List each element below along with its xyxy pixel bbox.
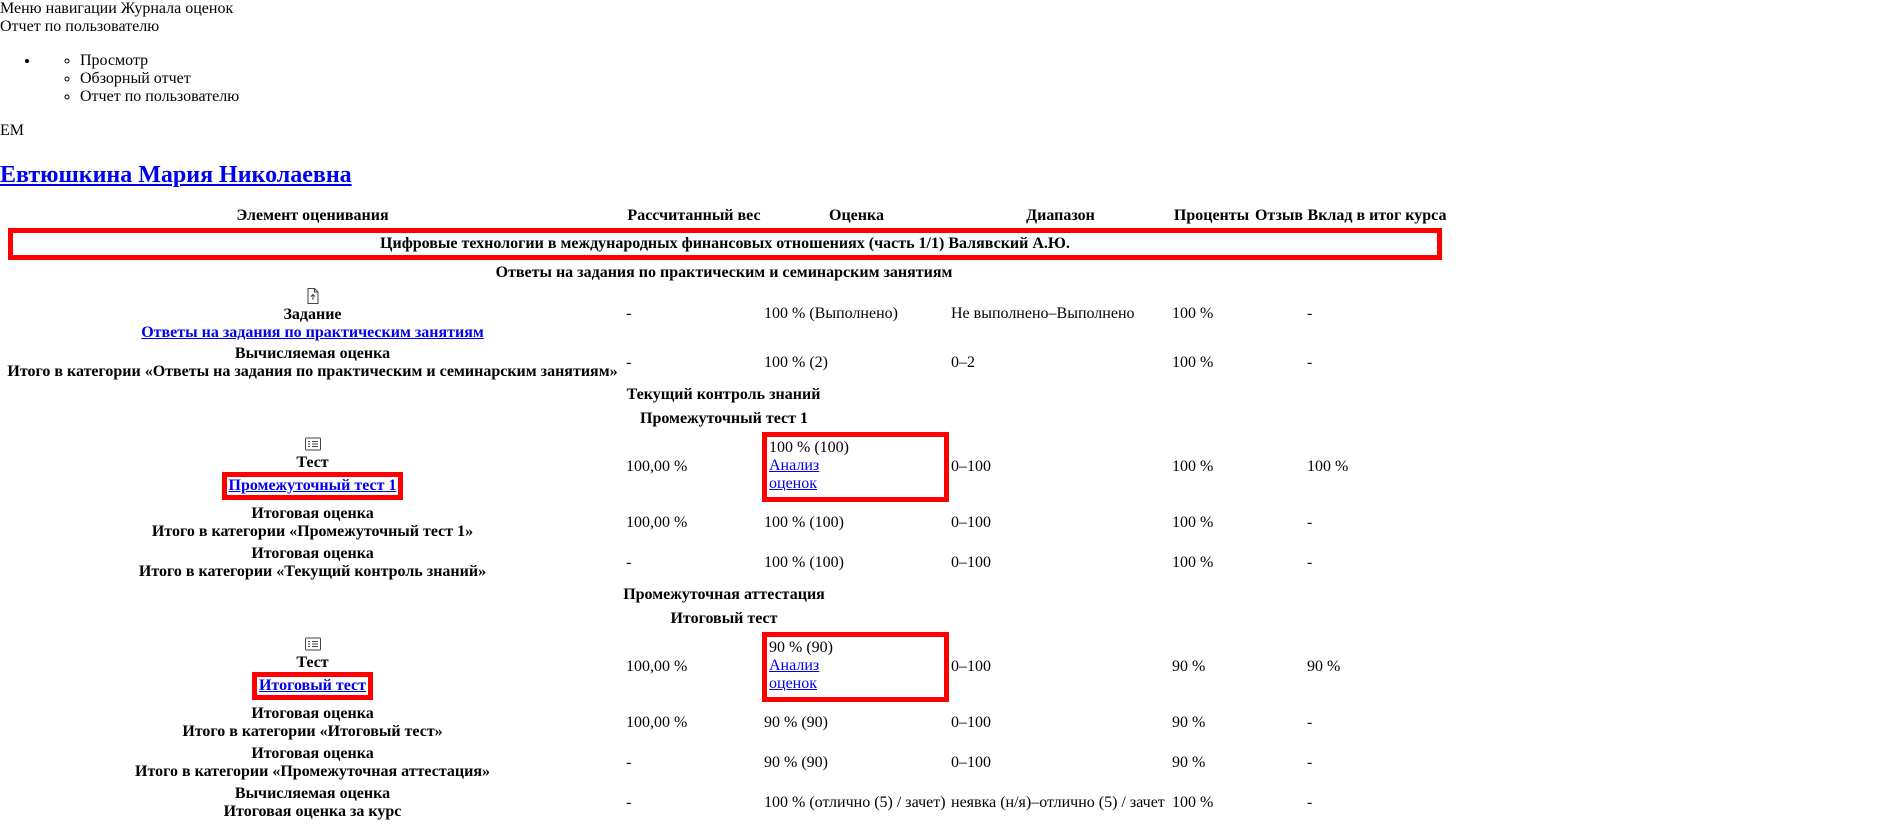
category-intermediate-test-1: Промежуточный тест 1: [640, 410, 808, 427]
header-range: Диапазон: [1026, 207, 1095, 224]
item-type-label: Итоговая оценка: [251, 705, 374, 722]
grade-analysis-link[interactable]: Анализ оценок: [769, 457, 820, 492]
table-row-assignment: [0, 285, 1448, 343]
table-row-course-total: [0, 783, 1448, 823]
contribution-cell: -: [1307, 754, 1313, 771]
grade-value: 100 % (100): [769, 439, 849, 456]
contribution-cell: -: [1307, 354, 1313, 371]
percentage-cell: 90 %: [1172, 714, 1206, 731]
category-total-label: Итого в категории «Промежуточный тест 1»: [151, 523, 474, 540]
contribution-cell: -: [1307, 514, 1313, 531]
quiz-icon: [304, 635, 322, 653]
range-cell: 0–100: [951, 514, 991, 531]
item-type-label: Задание: [283, 305, 342, 323]
course-name: Цифровые технологии в международных финансовых отношениях (часть 1/1) Валявский А.Ю.: [8, 228, 1442, 260]
table-row-quiz: [0, 431, 1448, 503]
grade-box: [762, 632, 949, 702]
contribution-cell: 90 %: [1307, 658, 1341, 675]
category-total-label: Итого в категории «Ответы на задания по практическим и семинарским занятиям»: [7, 363, 618, 380]
quiz-link[interactable]: Промежуточный тест 1: [228, 476, 397, 494]
nav-item-user-report[interactable]: ◦ Отчет по пользователю: [80, 88, 1880, 106]
user-name-link[interactable]: Евтюшкина Мария Николаевна: [0, 162, 352, 188]
quiz-link[interactable]: Итоговый тест: [258, 676, 367, 694]
feedback-cell: [1252, 431, 1306, 503]
current-report-label: Отчет по пользователю: [0, 18, 160, 35]
weight-cell: 100,00 %: [626, 458, 688, 475]
feedback-cell: [1252, 543, 1306, 583]
table-row-category-total: [0, 343, 1448, 383]
table-row-category-total: [0, 543, 1448, 583]
percentage-cell: 100 %: [1172, 514, 1214, 531]
item-type-label: Тест: [296, 453, 329, 471]
range-cell: 0–100: [951, 458, 991, 475]
item-type-label: Итоговая оценка: [251, 545, 374, 562]
header-percentage: Проценты: [1173, 207, 1250, 224]
table-row-category-total: [0, 743, 1448, 783]
table-header-row: [0, 205, 1448, 227]
feedback-cell: [1252, 743, 1306, 783]
nav-item-overview-report[interactable]: ◦ Обзорный отчет: [80, 70, 1880, 88]
category-row: [0, 383, 1448, 407]
grade-cell: 100 % (100): [764, 554, 844, 571]
feedback-cell: [1252, 343, 1306, 383]
item-type-label: Вычисляемая оценка: [234, 345, 391, 362]
contribution-cell: 100 %: [1307, 458, 1349, 475]
header-contribution: Вклад в итог курса: [1307, 207, 1447, 224]
category-row: [0, 583, 1448, 607]
range-cell: неявка (н/я)–отлично (5) / зачет: [951, 794, 1165, 811]
weight-cell: -: [626, 305, 632, 322]
percentage-cell: 100 %: [1172, 794, 1214, 811]
assignment-upload-icon: [304, 287, 322, 305]
category-interim-attestation: Промежуточная аттестация: [623, 586, 825, 603]
table-row-category-total: [0, 503, 1448, 543]
weight-cell: -: [626, 754, 632, 771]
quiz-icon: [304, 435, 322, 453]
grade-cell: 100 % (отлично (5) / зачет): [764, 794, 946, 811]
header-grade-item: Элемент оценивания: [236, 207, 389, 224]
report-nav-group: [40, 52, 1880, 106]
header-grade: Оценка: [829, 207, 884, 224]
range-cell: 0–100: [951, 754, 991, 771]
contribution-cell: -: [1307, 554, 1313, 571]
nav-item-view[interactable]: ◦ • Просмотр: [80, 52, 1880, 70]
feedback-cell: [1252, 783, 1306, 823]
assignment-link[interactable]: Ответы на задания по практическим занятиям: [141, 323, 484, 341]
percentage-cell: 90 %: [1172, 754, 1206, 771]
percentage-cell: 100 %: [1172, 354, 1214, 371]
range-cell: Не выполнено–Выполнено: [951, 305, 1135, 322]
contribution-cell: -: [1307, 305, 1313, 322]
header-weight: Рассчитанный вес: [627, 207, 761, 224]
category-total-label: Итого в категории «Текущий контроль знаний»: [138, 563, 487, 580]
item-type-label: Тест: [296, 653, 329, 671]
header-feedback: Отзыв: [1254, 207, 1304, 224]
weight-cell: -: [626, 354, 632, 371]
item-type-label: Вычисляемая оценка: [234, 785, 391, 802]
user-name-heading: [0, 161, 1880, 189]
category-current-control: Текущий контроль знаний: [626, 386, 821, 403]
feedback-cell: [1252, 703, 1306, 743]
grade-box: [762, 432, 949, 502]
weight-cell: -: [626, 554, 632, 571]
category-row: [0, 407, 1448, 431]
grade-cell: 90 % (90): [764, 714, 828, 731]
weight-cell: -: [626, 794, 632, 811]
category-total-label: Итого в категории «Итоговый тест»: [182, 723, 443, 740]
feedback-cell: [1252, 285, 1306, 343]
course-row: [0, 227, 1448, 261]
user-grade-report-table: [0, 205, 1448, 823]
category-row: [0, 261, 1448, 285]
grade-cell: 100 % (Выполнено): [764, 305, 898, 322]
percentage-cell: 100 %: [1172, 554, 1214, 571]
table-row-quiz: [0, 631, 1448, 703]
course-total-label: Итоговая оценка за курс: [223, 803, 402, 820]
percentage-cell: 100 %: [1172, 305, 1214, 322]
item-type-label: Итоговая оценка: [251, 745, 374, 762]
grade-value: 90 % (90): [769, 639, 833, 656]
percentage-cell: 100 %: [1172, 458, 1214, 475]
category-row: [0, 607, 1448, 631]
report-nav-menu: [0, 52, 1880, 106]
category-total-label: Итого в категории «Промежуточная аттестация»: [135, 763, 490, 780]
range-cell: 0–2: [951, 354, 975, 371]
contribution-cell: -: [1307, 794, 1313, 811]
grade-cell: 90 % (90): [764, 754, 828, 771]
range-cell: 0–100: [951, 714, 991, 731]
table-row-category-total: [0, 703, 1448, 743]
percentage-cell: 90 %: [1172, 658, 1206, 675]
weight-cell: 100,00 %: [626, 658, 688, 675]
item-type-label: Итоговая оценка: [251, 505, 374, 522]
weight-cell: 100,00 %: [626, 514, 688, 531]
grade-cell: 100 % (100): [764, 514, 844, 531]
gradebook-menu-label[interactable]: Меню навигации Журнала оценок: [0, 0, 234, 17]
feedback-cell: [1252, 503, 1306, 543]
user-initials-avatar: ЕМ: [0, 122, 24, 139]
grade-analysis-link[interactable]: Анализ оценок: [769, 657, 820, 692]
grade-cell: 100 % (2): [764, 354, 828, 371]
contribution-cell: -: [1307, 714, 1313, 731]
weight-cell: 100,00 %: [626, 714, 688, 731]
range-cell: 0–100: [951, 554, 991, 571]
category-final-test: Итоговый тест: [670, 610, 778, 627]
feedback-cell: [1252, 631, 1306, 703]
range-cell: 0–100: [951, 658, 991, 675]
category-practical-answers: Ответы на задания по практическим и семинарским занятиям: [495, 264, 953, 281]
